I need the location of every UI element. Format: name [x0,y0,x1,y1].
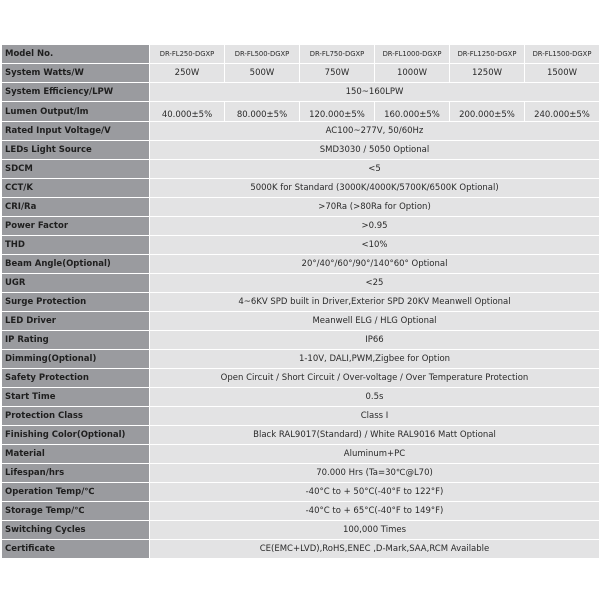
row-value: Meanwell ELG / HLG Optional [150,312,600,331]
table-row [2,179,600,198]
table-row [2,350,600,369]
row-label: CRI/Ra [2,198,150,217]
model-6: DR-FL1500-DGXP [525,45,600,64]
watts-value: 1250W [450,64,525,83]
row-value: 20°/40°/60°/90°/140°60° Optional [150,255,600,274]
row-value: Class Ⅰ [150,407,600,426]
lumen-value: 160.000±5% [375,102,450,122]
model-1: DR-FL250-DGXP [150,45,225,64]
row-label: Finishing Color(Optional) [2,426,150,445]
table-row [2,312,600,331]
lumen-value: 40.000±5% [150,102,225,122]
watts-value: 1000W [375,64,450,83]
row-value: <5 [150,160,600,179]
table-row [2,274,600,293]
row-value: Open Circuit / Short Circuit / Over-voltage / Over Temperature Protection [150,369,600,388]
row-label: LEDs Light Source [2,141,150,160]
row-value: Aluminum+PC [150,445,600,464]
row-value: 5000K for Standard (3000K/4000K/5700K/6500K Optional) [150,179,600,198]
table-row-lumen [2,102,600,122]
row-value: 4~6KV SPD built in Driver,Exterior SPD 20KV Meanwell Optional [150,293,600,312]
row-value: 0.5s [150,388,600,407]
table-row [2,521,600,540]
table-row [2,331,600,350]
table-header-row [2,45,600,64]
table-row [2,540,600,559]
table-row [2,293,600,312]
model-4: DR-FL1000-DGXP [375,45,450,64]
watts-value: 1500W [525,64,600,83]
row-label: LED Driver [2,312,150,331]
row-label: Beam Angle(Optional) [2,255,150,274]
row-label: Safety Protection [2,369,150,388]
spec-table [1,44,600,559]
row-label: Protection Class [2,407,150,426]
row-value: >0.95 [150,217,600,236]
row-label: System Efficiency/LPW [2,83,150,102]
model-3: DR-FL750-DGXP [300,45,375,64]
table-row [2,141,600,160]
row-value: -40°C to + 65°C(-40°F to 149°F) [150,502,600,521]
lumen-value: 80.000±5% [225,102,300,122]
row-value: <25 [150,274,600,293]
row-value: 150~160LPW [150,83,600,102]
lumen-value: 200.000±5% [450,102,525,122]
row-label: Storage Temp/℃ [2,502,150,521]
row-value: 70.000 Hrs (Ta=30℃@L70) [150,464,600,483]
table-row [2,160,600,179]
column-header-model: Model No. [2,45,150,64]
table-row-watts [2,64,600,83]
table-row [2,369,600,388]
row-value: -40°C to + 50°C(-40°F to 122°F) [150,483,600,502]
row-value: Black RAL9017(Standard) / White RAL9016 Matt Optional [150,426,600,445]
row-label: Switching Cycles [2,521,150,540]
row-label: SDCM [2,160,150,179]
table-row-efficiency [2,83,600,102]
watts-value: 500W [225,64,300,83]
watts-value: 250W [150,64,225,83]
row-value: CE(EMC+LVD),RoHS,ENEC ,D-Mark,SAA,RCM Available [150,540,600,559]
table-row [2,483,600,502]
table-row [2,407,600,426]
model-5: DR-FL1250-DGXP [450,45,525,64]
row-label: Power Factor [2,217,150,236]
watts-value: 750W [300,64,375,83]
row-label: CCT/K [2,179,150,198]
table-row [2,255,600,274]
table-row [2,122,600,141]
row-value: <10% [150,236,600,255]
table-row [2,445,600,464]
row-label: Lifespan/hrs [2,464,150,483]
row-label: Material [2,445,150,464]
table-row [2,426,600,445]
row-label: System Watts/W [2,64,150,83]
row-label: Lumen Output/lm [2,102,150,122]
row-label: IP Rating [2,331,150,350]
table-row [2,388,600,407]
row-label: Operation Temp/℃ [2,483,150,502]
table-row [2,198,600,217]
row-value: 100,000 Times [150,521,600,540]
lumen-value: 240.000±5% [525,102,600,122]
table-row [2,217,600,236]
row-label: Rated Input Voltage/V [2,122,150,141]
row-value: >70Ra (>80Ra for Option) [150,198,600,217]
table-row [2,236,600,255]
table-row [2,502,600,521]
row-label: THD [2,236,150,255]
row-value: 1-10V, DALI,PWM,Zigbee for Option [150,350,600,369]
table-row [2,464,600,483]
row-label: Start Time [2,388,150,407]
model-2: DR-FL500-DGXP [225,45,300,64]
row-value: IP66 [150,331,600,350]
row-label: Surge Protection [2,293,150,312]
lumen-value: 120.000±5% [300,102,375,122]
row-label: UGR [2,274,150,293]
row-value: SMD3030 / 5050 Optional [150,141,600,160]
row-value: AC100~277V, 50/60Hz [150,122,600,141]
row-label: Dimming(Optional) [2,350,150,369]
row-label: Certificate [2,540,150,559]
